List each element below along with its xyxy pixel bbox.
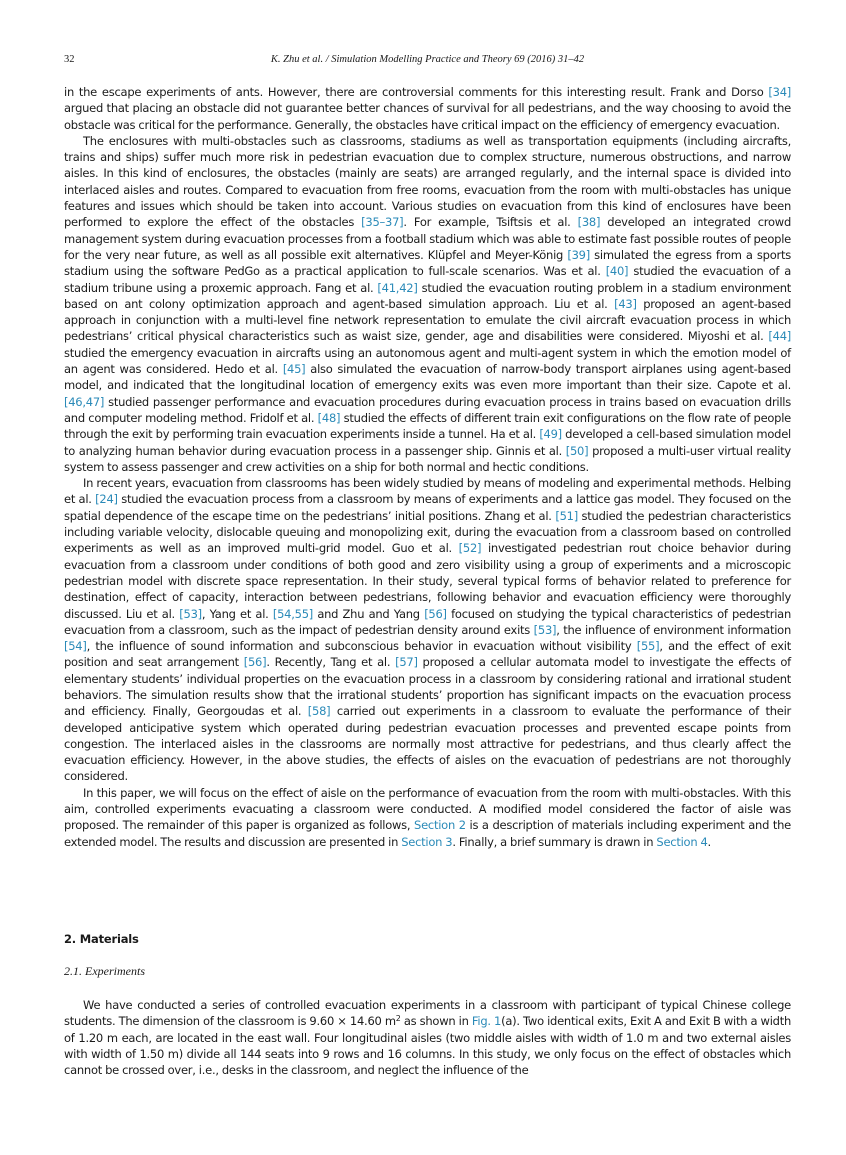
page-number: 32 xyxy=(64,54,75,65)
citation-link[interactable]: [48] xyxy=(317,410,341,425)
citation-link[interactable]: [45] xyxy=(282,362,306,377)
citation-link[interactable]: [58] xyxy=(307,704,331,719)
citation-link[interactable]: [46,47] xyxy=(64,394,105,409)
section-heading: 2. Materials xyxy=(64,932,139,946)
citation-link[interactable]: [56] xyxy=(424,606,447,621)
citation-link[interactable]: [57] xyxy=(395,655,418,670)
running-head xyxy=(64,53,791,67)
subsection-heading: 2.1. Experiments xyxy=(64,964,145,978)
paragraph-1: in the escape experiments of ants. However, there are controversial comments for this interesting result. Frank and Dorso [34] argued that placing an obstacle did not guarantee better chances of survival for all pedestrians, and the way choosing to avoid the obstacle was critical for the performance. Generally, the obstacles have critical impact on the efficiency of emergency evacuation. xyxy=(64,85,791,132)
paragraph-4: In this paper, we will focus on the effect of aisle on the performance of evacuation from the room with multi-obstacles. With this aim, controlled experiments evacuating a classroom were conducted. A modified model considered the factor of aisle was proposed. The remainder of this paper is organized as follows, Section 2 is a description of materials including experiment and the extended model. The results and discussion are presented in Section 3. Finally, a brief summary is drawn in Section 4. xyxy=(64,785,791,849)
section-link[interactable]: Section 4 xyxy=(656,834,708,849)
citation-link[interactable]: [41,42] xyxy=(377,280,418,295)
superscript: 2 xyxy=(395,1014,401,1024)
citation-link[interactable]: [55] xyxy=(636,639,660,654)
citation-link[interactable]: [38] xyxy=(577,215,601,230)
figure-link[interactable]: Fig. 1 xyxy=(471,1014,502,1029)
citation-link[interactable]: [53] xyxy=(179,606,202,621)
citation-link[interactable]: [51] xyxy=(555,508,578,523)
citation-link[interactable]: [49] xyxy=(539,427,562,442)
citation-link[interactable]: [54,55] xyxy=(272,606,314,621)
citation-link[interactable]: [34] xyxy=(768,85,791,99)
journal-citation: K. Zhu et al. / Simulation Modelling Practice and Theory 69 (2016) 31–42 xyxy=(270,54,585,65)
section-link[interactable]: Section 2 xyxy=(414,818,466,833)
citation-link[interactable]: [54] xyxy=(64,639,87,654)
paragraph-3: In recent years, evacuation from classrooms has been widely studied by means of modeling and experimental methods. Helbing et al. [24] studied the evacuation process from a classroom by means of experiments and a lattice gas model. They focused on the spatial dependence of the escape time on the pedestrians’ initial positions. Zhang et al. [51] studied the pedestrian characteristics including variable velocity, dislocable queuing and monopolizing exit, during the evacuation from a classroom based on controlled experiments as well as an improved multi-grid model. Guo et al. [52] investigated pedestrian rout choice behavior during evacuation from a classroom under conditions of both good and zero visibility using a group of experiments and a microscopic pedestrian model with discrete space representation. In their study, several typical forms of behavior related to preference for destination, effect of capacity, interaction between pedestrians, following behavior and evacuation efficiency were thoroughly discussed. Liu et al. [53], Yang et al. [54,55] and Zhu and Yang [56] focused on studying the typical characteristics of pedestrian evacuation from a classroom, such as the impact of pedestrian density around exits [53], the influence of environment information [54], the influence of sound information and subconscious behavior in evacuation without visibility [55], and the effect of exit position and seat arrangement [56]. Recently, Tang et al. [57] proposed a cellular automata model to investigate the effects of elementary students’ individual properties on the evacuation process in a classroom by considering rational and irrational student behaviors. The simulation results show that the irrational students’ proportion has significant impacts on the evacuation process and efficiency. Finally, Georgoudas et al. [58] carried out experiments in a classroom to evaluate the performance of their developed anticipative system which operated during pedestrian evacuation processes and prevented escape points from congestion. The interlaced aisles in the classrooms are normally most attractive for pedestrians, and thus clearly affect the evacuation efficiency. However, in the above studies, the effects of aisles on the evacuation of pedestrians are not thoroughly considered. xyxy=(64,476,792,784)
body-text-materials xyxy=(64,997,791,1078)
citation-link[interactable]: [56] xyxy=(243,655,267,670)
citation-link[interactable]: [44] xyxy=(768,329,791,344)
citation-link[interactable]: [53] xyxy=(533,622,557,637)
citation-link[interactable]: [39] xyxy=(567,247,590,262)
citation-link[interactable]: [35–37] xyxy=(361,215,404,230)
citation-link[interactable]: [24] xyxy=(95,492,118,507)
paragraph-5: We have conducted a series of controlled evacuation experiments in a classroom with participant of typical Chinese college students. The dimension of the classroom is 9.60 × 14.60 $m^2$ as shown in Fig. 1(a). Two identical exits, Exit A and Exit B with a width of 1.20 m each, are located in the east wall. Four longitudinal aisles (two middle aisles with width of 1.0 m and two external aisles with width of 1.50 m) divide all 144 seats into 9 rows and 16 columns. In this study, we only focus on the effect of obstacles which cannot be crossed over, i.e., desks in the classroom, and neglect the influence of the xyxy=(64,998,791,1078)
section-link[interactable]: Section 3 xyxy=(401,834,453,849)
body-text xyxy=(64,84,791,850)
paragraph-2: The enclosures with multi-obstacles such as classrooms, stadiums as well as transportation equipments (including aircrafts, trains and ships) suffer much more risk in pedestrian evacuation due to complex structure, numerous obstructions, and narrow aisles. In this kind of enclosures, the obstacles (mainly are seats) are arranged regularly, and the internal space is divided into interlaced aisles and routes. Compared to evacuation from free rooms, evacuation from the room with multi-obstacles has unique features and issues which should be taken into account. Various studies on evacuation from this kind of enclosures have been performed to explore the effect of the obstacles [35–37]. For example, Tsiftsis et al. [38] developed an integrated crowd management system during evacuation processes from a football stadium which was able to estimate fast possible routes of people for the very near future, as well as all possible exit alternatives. Klüpfel and Meyer-König [39] simulated the egress from a sports stadium using the software PedGo as a practical application to full-scale scenarios. Was et al. [40] studied the evacuation of a stadium tribune using a proxemic approach. Fang et al. [41,42] studied the evacuation routing problem in a stadium environment based on ant colony optimization approach and agent-based simulation approach. Liu et al. [43] proposed an agent-based approach in conjunction with a multi-level fine network representation to emulate the civil aircraft evacuation process in which pedestrians’ critical physical characteristics such as waist size, gender, age and disabilities were considered. Miyoshi et al. [44] studied the emergency evacuation in aircrafts using an autonomous agent and multi-agent system in which the emotion model of an agent was considered. Hedo et al. [45] also simulated the evacuation of narrow-body transport airplanes using agent-based model, and indicated that the longitudinal location of emergency exits was even more important than their size. Capote et al. [46,47] studied passenger performance and evacuation procedures during evacuation process in trains based on evacuation drills and computer modeling method. Fridolf et al. [48] studied the effects of different train exit configurations on the flow rate of people through the exit by performing train evacuation experiments inside a tunnel. Ha et al. [49] developed a cell-based simulation model to analyzing human behavior during evacuation process in a passenger ship. Ginnis et al. [50] proposed a multi-user virtual reality system to assess passenger and crew activities on a ship for both normal and hectic conditions. xyxy=(64,133,791,474)
citation-link[interactable]: [43] xyxy=(614,296,637,311)
citation-link[interactable]: [50] xyxy=(565,443,589,458)
citation-link[interactable]: [40] xyxy=(605,264,629,279)
citation-link[interactable]: [52] xyxy=(458,541,482,556)
